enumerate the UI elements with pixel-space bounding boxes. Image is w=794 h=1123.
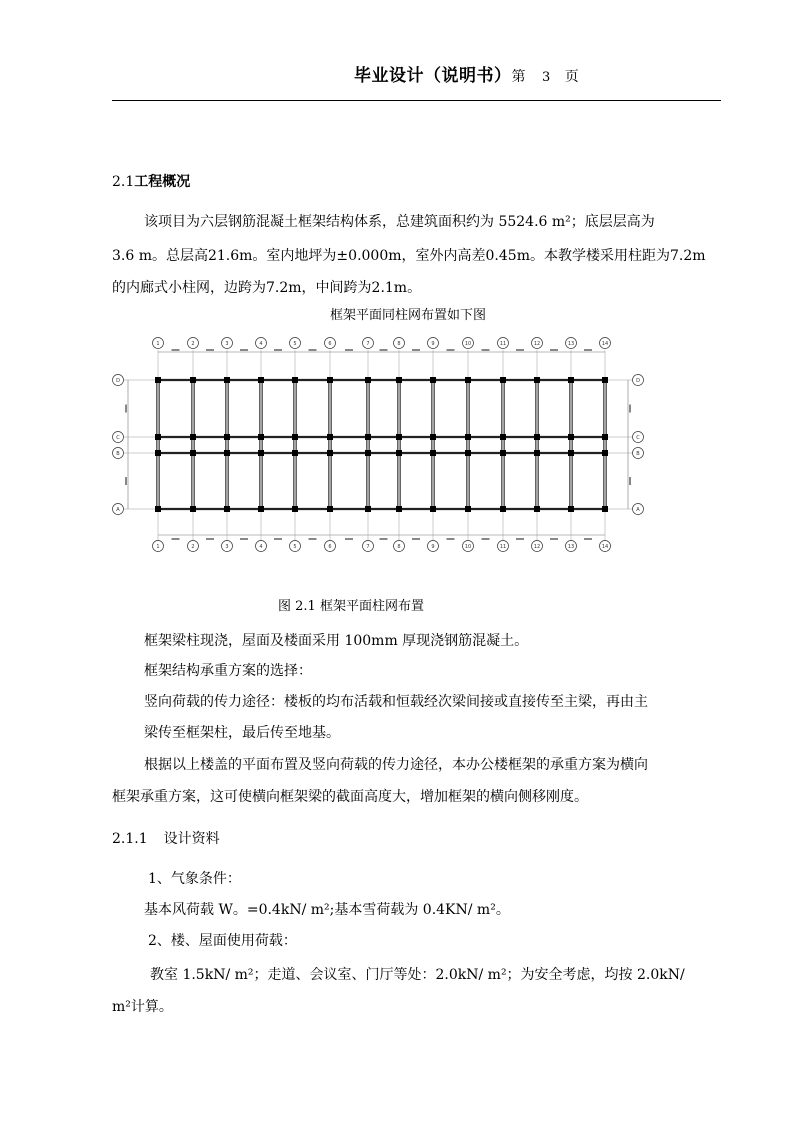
- column-5-1: [292, 377, 298, 383]
- row-axis-label-left-3: B: [116, 451, 120, 457]
- column-13-3: [568, 450, 574, 456]
- column-10-1: [465, 377, 471, 383]
- column-10-4: [465, 506, 471, 512]
- column-5-2: [292, 434, 298, 440]
- body-line-2: 框架结构承重方案的选择：: [144, 663, 312, 679]
- row-axis-label-right-1: D: [636, 378, 640, 384]
- body-line-4: 梁传至框架柱，最后传至地基。: [144, 725, 340, 741]
- dimension-text-top-4: [274, 349, 282, 351]
- row-axis-label-right-2: C: [636, 435, 640, 441]
- col-axis-label-bottom-7: 7: [366, 544, 370, 550]
- page-suffix: 页: [564, 69, 580, 85]
- dimension-text-top-3: [240, 349, 248, 351]
- dimension-text-top-5: [309, 349, 317, 351]
- column-13-2: [568, 434, 574, 440]
- col-axis-label-bottom-2: 2: [191, 544, 195, 550]
- column-2-3: [190, 450, 196, 456]
- dimension-text-top-9: [447, 349, 455, 351]
- column-7-4: [365, 506, 371, 512]
- dimension-text-bottom-5: [309, 538, 317, 540]
- figure-title: 框架平面同柱网布置如下图: [330, 308, 487, 323]
- column-8-4: [396, 506, 402, 512]
- column-9-3: [430, 450, 436, 456]
- col-axis-label-bottom-11: 11: [499, 544, 507, 550]
- col-axis-label-top-13: 13: [567, 341, 575, 347]
- design-item-2-line-1: 教室 1.5kN/ m²；走道、会议室、门厅等处：2.0kN/ m²；为安全考虑，均按 2.0kN/: [150, 967, 685, 983]
- column-3-2: [224, 434, 230, 440]
- design-item-2-line-2: m²计算。: [112, 999, 173, 1015]
- column-7-1: [365, 377, 371, 383]
- col-axis-label-top-1: 1: [156, 341, 160, 347]
- page-number: 3: [542, 70, 551, 85]
- column-14-3: [602, 450, 608, 456]
- dimension-text-bottom-4: [274, 538, 282, 540]
- section-number: 2.1: [112, 174, 135, 190]
- column-11-1: [500, 377, 506, 383]
- column-10-3: [465, 450, 471, 456]
- col-axis-label-bottom-8: 8: [397, 544, 401, 550]
- header-rule: [112, 100, 721, 101]
- dimension-text-left-2: [125, 477, 127, 485]
- column-3-3: [224, 450, 230, 456]
- col-axis-label-bottom-3: 3: [225, 544, 229, 550]
- dimension-text-top-13: [584, 349, 592, 351]
- section-heading: [112, 165, 722, 199]
- body-line-1: 框架梁柱现浇，屋面及楼面采用 100mm 厚现浇钢筋混凝土。: [144, 633, 529, 649]
- col-axis-label-bottom-10: 10: [464, 544, 472, 550]
- column-7-3: [365, 450, 371, 456]
- dimension-text-right-2: [629, 477, 631, 485]
- column-1-2: [155, 434, 161, 440]
- col-axis-label-top-8: 8: [397, 341, 401, 347]
- column-11-2: [500, 434, 506, 440]
- column-4-1: [258, 377, 264, 383]
- column-6-4: [327, 506, 333, 512]
- column-1-1: [155, 377, 161, 383]
- col-axis-label-bottom-4: 4: [259, 544, 263, 550]
- column-12-2: [534, 434, 540, 440]
- column-9-4: [430, 506, 436, 512]
- column-5-4: [292, 506, 298, 512]
- col-axis-label-top-2: 2: [191, 341, 195, 347]
- column-12-3: [534, 450, 540, 456]
- row-axis-label-left-1: D: [116, 378, 120, 384]
- col-axis-label-top-10: 10: [464, 341, 472, 347]
- col-axis-label-bottom-5: 5: [293, 544, 297, 550]
- dimension-text-top-11: [516, 349, 524, 351]
- col-axis-label-top-5: 5: [293, 341, 297, 347]
- column-3-1: [224, 377, 230, 383]
- dimension-text-bottom-11: [516, 538, 524, 540]
- column-11-3: [500, 450, 506, 456]
- column-4-4: [258, 506, 264, 512]
- column-1-4: [155, 506, 161, 512]
- dimension-text-left-1: [125, 405, 127, 413]
- dimension-text-top-2: [206, 349, 214, 351]
- column-13-4: [568, 506, 574, 512]
- column-2-1: [190, 377, 196, 383]
- dimension-text-bottom-3: [240, 538, 248, 540]
- column-6-2: [327, 434, 333, 440]
- dimension-text-top-7: [380, 349, 388, 351]
- column-4-3: [258, 450, 264, 456]
- col-axis-label-bottom-14: 14: [601, 544, 609, 550]
- col-axis-label-top-11: 11: [499, 341, 507, 347]
- col-axis-label-bottom-1: 1: [156, 544, 160, 550]
- column-8-2: [396, 434, 402, 440]
- col-axis-label-bottom-12: 12: [533, 544, 541, 550]
- overview-line-1: 该项目为六层钢筋混凝土框架结构体系，总建筑面积约为 5524.6 m²；底层层高为: [144, 214, 655, 230]
- dimension-text-top-6: [345, 349, 353, 351]
- column-2-4: [190, 506, 196, 512]
- column-2-2: [190, 434, 196, 440]
- page-word: 第: [511, 69, 526, 85]
- column-13-1: [568, 377, 574, 383]
- dimension-text-bottom-10: [482, 538, 490, 540]
- column-6-3: [327, 450, 333, 456]
- dimension-text-bottom-8: [412, 538, 420, 540]
- subsection-title: 设计资料: [163, 831, 220, 847]
- column-9-2: [430, 434, 436, 440]
- col-axis-label-top-6: 6: [328, 341, 332, 347]
- column-9-1: [430, 377, 436, 383]
- col-axis-label-top-4: 4: [259, 341, 263, 347]
- overview-line-2: 3.6 m。总层高21.6m。室内地坪为±0.000m，室外内高差0.45m。本教学楼采用柱距为7.2m: [112, 248, 706, 264]
- col-axis-label-bottom-9: 9: [431, 544, 435, 550]
- column-11-4: [500, 506, 506, 512]
- col-axis-label-top-9: 9: [431, 341, 435, 347]
- col-axis-label-top-3: 3: [225, 341, 229, 347]
- column-12-1: [534, 377, 540, 383]
- overview-line-3: 的内廊式小柱网，边跨为7.2m，中间跨为2.1m。: [112, 280, 422, 296]
- column-grid-drawing: [113, 338, 644, 552]
- body-line-6: 框架承重方案，这可使横向框架梁的截面高度大，增加框架的横向侧移刚度。: [112, 789, 588, 805]
- dimension-text-bottom-9: [447, 538, 455, 540]
- body-line-3: 竖向荷载的传力途径：楼板的均布活载和恒载经次梁间接或直接传至主梁，再由主: [144, 694, 648, 710]
- column-12-4: [534, 506, 540, 512]
- design-item-1-text: 基本风荷载 W。=0.4kN/ m²;基本雪荷载为 0.4KN/ m²。: [144, 902, 510, 918]
- row-axis-label-right-4: A: [636, 507, 640, 513]
- col-axis-label-top-7: 7: [366, 341, 370, 347]
- col-axis-label-top-12: 12: [533, 341, 541, 347]
- column-3-4: [224, 506, 230, 512]
- subsection-number: 2.1.1: [112, 831, 148, 847]
- page-header: [354, 61, 579, 86]
- dimension-text-bottom-6: [345, 538, 353, 540]
- column-8-1: [396, 377, 402, 383]
- row-axis-label-left-2: C: [116, 435, 120, 441]
- column-14-1: [602, 377, 608, 383]
- document-title: 毕业设计（说明书）: [354, 66, 512, 86]
- column-10-2: [465, 434, 471, 440]
- dimension-text-bottom-7: [380, 538, 388, 540]
- column-4-2: [258, 434, 264, 440]
- column-14-2: [602, 434, 608, 440]
- design-item-2-title: 2、楼、屋面使用荷载：: [148, 933, 297, 949]
- column-14-4: [602, 506, 608, 512]
- col-axis-label-top-14: 14: [601, 341, 609, 347]
- column-7-2: [365, 434, 371, 440]
- dimension-text-bottom-1: [172, 538, 180, 540]
- dimension-text-top-1: [172, 349, 180, 351]
- section-title: 工程概况: [134, 174, 191, 190]
- col-axis-label-bottom-13: 13: [567, 544, 575, 550]
- design-item-1-title: 1、气象条件：: [148, 871, 241, 887]
- column-6-1: [327, 377, 333, 383]
- figure-caption: 图 2.1 框架平面柱网布置: [278, 599, 424, 614]
- dimension-text-top-8: [412, 349, 420, 351]
- col-axis-label-bottom-6: 6: [328, 544, 332, 550]
- column-1-3: [155, 450, 161, 456]
- column-grid-figure: [110, 335, 646, 557]
- column-8-3: [396, 450, 402, 456]
- dimension-text-right-1: [629, 405, 631, 413]
- body-line-5: 根据以上楼盖的平面布置及竖向荷载的传力途径，本办公楼框架的承重方案为横向: [144, 757, 648, 773]
- dimension-text-bottom-12: [550, 538, 558, 540]
- subsection-heading: [112, 822, 722, 856]
- column-5-3: [292, 450, 298, 456]
- row-axis-label-right-3: B: [636, 451, 640, 457]
- dimension-text-top-10: [482, 349, 490, 351]
- dimension-text-bottom-2: [206, 538, 214, 540]
- dimension-text-top-12: [550, 349, 558, 351]
- row-axis-label-left-4: A: [116, 507, 120, 513]
- dimension-text-bottom-13: [584, 538, 592, 540]
